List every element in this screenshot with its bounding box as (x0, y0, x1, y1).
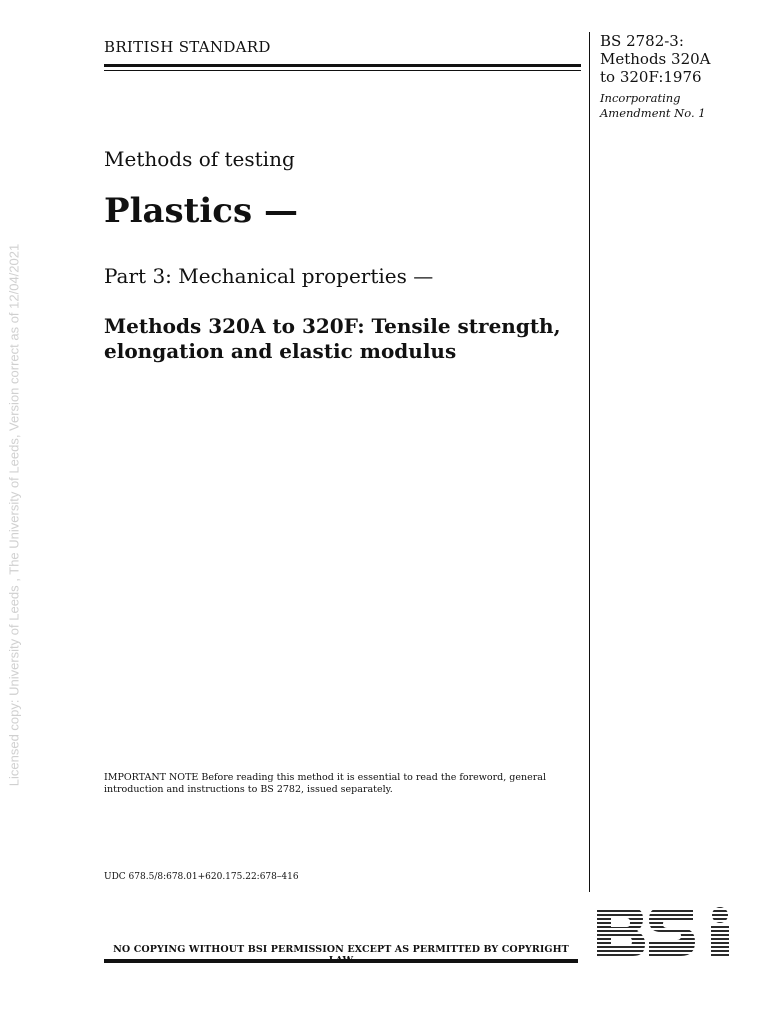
license-watermark (2, 195, 26, 835)
methods-line-1: Methods 320A to 320F: Tensile strength, (104, 314, 561, 338)
amendment-note (600, 91, 706, 121)
document-subtitle: Methods of testing (104, 147, 295, 171)
important-note (104, 772, 574, 796)
copyright-notice: NO COPYING WITHOUT BSI PERMISSION EXCEPT AS PERMITTED BY COPYRIGHT (113, 944, 569, 955)
document-part: Part 3: Mechanical properties — (104, 264, 434, 288)
reference-line-1: BS 2782-3: (600, 32, 684, 50)
note-line-1: IMPORTANT NOTE Before reading this method it is essential to read the foreword, general (104, 772, 546, 783)
reference-line-2: Methods 320A (600, 50, 711, 68)
note-line-2: introduction and instructions to BS 2782, issued separately. (104, 784, 393, 795)
header-rule-thin (104, 70, 581, 71)
header-rule-thick (104, 64, 581, 67)
amendment-line-1: Incorporating (600, 91, 681, 105)
footer-rule (104, 959, 578, 963)
methods-line-2: elongation and elastic modulus (104, 339, 457, 363)
standard-reference (600, 32, 711, 86)
reference-line-3: to 320F:1976 (600, 68, 702, 86)
bsi-logo (597, 906, 733, 958)
standard-label: BRITISH STANDARD (104, 38, 271, 56)
watermark-text: Licensed copy: University of Leeds , The University of Leeds, Version correct as of 12/04/2021 (6, 243, 22, 787)
amendment-line-2: Amendment No. 1 (600, 106, 706, 120)
udc-code: UDC 678.5/8:678.01+620.175.22:678–416 (104, 872, 299, 882)
document-title: Plastics — (104, 191, 298, 231)
document-methods (104, 314, 584, 364)
column-divider (589, 32, 590, 892)
